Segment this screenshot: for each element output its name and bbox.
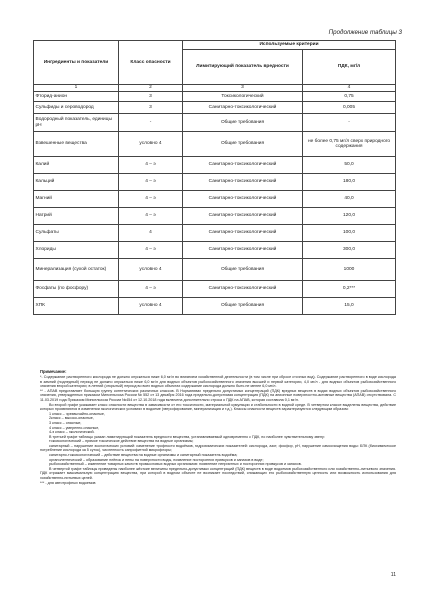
class-cell: 4 – э <box>119 191 183 208</box>
class-cell: - <box>119 114 183 132</box>
ingredient-cell: Фосфаты (по фосфору) <box>34 281 119 298</box>
column-number: 1 <box>34 85 119 92</box>
note-paragraph: ** - АПАВ представляет большую группу синтетических различных классов. В Нормативах предельно допустимых концентраций (ПДК) вредных веществ в водах водных объектов рыбохозяйственного значения, утвержденных приказом Минсельхоза России № 552 от 13 декабря 2016 года предельно-допустимая концентрация (ПДК) на анионные поверхностно-активные вещества (АПАВ) отсутствовала. С 11.03.2019 года Приказом Минсельхоза России №454 от 12.10.2018 года включена дополнительно строка о ПДК на АПАВ, которая составила 0,1 мг/л. <box>40 388 396 402</box>
table-row <box>34 259 396 281</box>
class-item: 1 класс – чрезвычайно-опасные, <box>49 411 106 416</box>
header-ingredient: Ингредиенты и показатели <box>34 41 119 85</box>
ingredient-cell: Водородный показатель, единицы pH <box>34 114 119 132</box>
column-number: 3 <box>183 85 303 92</box>
continuation-caption: Продолжение таблицы 3 <box>328 29 402 36</box>
header-limit: Лимитирующий показатель вредности <box>183 50 303 85</box>
pdk-cell: не более 0,75 мг/л сверх природного содержания <box>303 132 396 157</box>
ingredient-cell: Взвешенные вещества <box>34 132 119 157</box>
note-paragraph: *- Содержание растворенного кислорода не должно опускаться ниже 6,0 мг/л во влиянием хозяйственной деятельности (в том числе при сбросе сточных вод). Содержание растворенного в воде кислорода в зимний (подледный) период не должно опускаться ниже 6,0 мг/л для водных объектов рыбохозяйственного значения высшей и первой категории, 4,0 мг/л - для водных объектов рыбохозяйственного значения второй категории; в летний (открытый) период во всех водных объектах содержание кислорода должно быть не менее 6,0 мг/л. <box>40 374 396 389</box>
pdk-cell: 0,005 <box>303 102 396 114</box>
ingredient-cell: Сульфаты <box>34 225 119 242</box>
ingredient-cell: ХПК <box>34 298 119 315</box>
pdk-cell: 100,0 <box>303 225 396 242</box>
table-row <box>34 174 396 191</box>
ingredient-cell: Сульфиды и сероводород <box>34 102 119 114</box>
note-paragraph: токсикологический – прямое токсическое действие вещества на водные организмы; <box>49 439 194 444</box>
ingredient-cell: Кальций <box>34 174 119 191</box>
criteria-table <box>33 40 396 315</box>
note-paragraph: санитарно-токсикологический – действие вещества на водные организмы и санитарный показатель водоёма; <box>49 453 238 458</box>
class-item: 4 класс – умеренно-опасные, <box>49 425 100 430</box>
table-row <box>34 157 396 174</box>
table-row <box>34 242 396 259</box>
limit-cell: Общие требования <box>183 298 303 315</box>
limit-cell: Токсикологический <box>183 92 303 102</box>
pdk-cell: 180,0 <box>303 174 396 191</box>
header-class: Класс опасности <box>119 41 183 85</box>
note-paragraph: Во второй графе указывает класс опасности вещества в зависимости от его токсичности, материальной кумуляции и стабильности в водной среде. В четвертом классе выделены вещества, действие которых проявляются в изменении экологических условиях в водоеме (эвтрофирование, минерализация и т.д.). Классы опасности веществ характеризуются следующим образом: <box>40 402 396 412</box>
pdk-cell: 120,0 <box>303 208 396 225</box>
notes-title: Примечание: <box>40 369 67 374</box>
pdk-cell: 15,0 <box>303 298 396 315</box>
note-paragraph: В четвертой графе таблицы приведены наиболее жёсткие величины предельно-допустимых концентраций (ПДК) веществ в воде водоемов рыбохозяйственного или хозяйственно–питьевого значения. ПДК отражает максимальную концентрацию вещества, при которой в водном объекте не возникает последствий, снижающих его рыбохозяйственную ценность или возможность использования для хозяйственно-питьевых целей. <box>40 466 396 481</box>
limit-cell: Общие требования <box>183 114 303 132</box>
class-cell: 4 – э <box>119 174 183 191</box>
class-cell: 3 <box>119 102 183 114</box>
note-paragraph: *** - для автотрофных водоемов <box>40 480 96 485</box>
ingredient-cell: Хлориды <box>34 242 119 259</box>
limit-cell: Санитарно-токсикологический <box>183 208 303 225</box>
class-cell: условно 4 <box>119 259 183 281</box>
class-cell: 4 <box>119 225 183 242</box>
class-cell: 4 – э <box>119 281 183 298</box>
table-row <box>34 92 396 102</box>
pdk-cell: 300,0 <box>303 242 396 259</box>
table-row <box>34 208 396 225</box>
pdk-cell: 0,75 <box>303 92 396 102</box>
table-row <box>34 298 396 315</box>
ingredient-cell: Магний <box>34 191 119 208</box>
class-cell: 3 <box>119 92 183 102</box>
header-pdk: ПДК, мг/л <box>303 50 396 85</box>
ingredient-cell: Натрий <box>34 208 119 225</box>
limit-cell: Общие требования <box>183 132 303 157</box>
pdk-cell: 40,0 <box>303 191 396 208</box>
class-cell: 4 – э <box>119 242 183 259</box>
header-criteria: Используемые критерии <box>183 41 396 50</box>
limit-cell: Санитарно-токсикологический <box>183 157 303 174</box>
limit-cell: Санитарно-токсикологический <box>183 281 303 298</box>
note-paragraph: В третьей графе таблицы указан лимитирующий показатель вредности вещества, устанавливаемый одновременно с ПДК, по наиболее чувствительному звену: <box>49 434 325 439</box>
pdk-cell: 0,2*** <box>303 281 396 298</box>
ingredient-cell: Фторид-анион <box>34 92 119 102</box>
table-row <box>34 114 396 132</box>
column-number: 4 <box>303 85 396 92</box>
class-cell: 4 – э <box>119 157 183 174</box>
class-item: 3 класс – опасные, <box>49 420 82 425</box>
limit-cell: Санитарно-токсикологический <box>183 225 303 242</box>
pdk-cell: 50,0 <box>303 157 396 174</box>
class-item: 2класс – высоко-опасные, <box>49 416 94 421</box>
note-paragraph: санитарный – нарушение экологических условий: изменение трофности водоёмов, гидрохимических показателей: кислорода, азот, фосфор, pH, нарушение самоочищения воды: БПК (биохимическое потребление кислорода за 5 суток), численность сапрофитной микрофлоры; <box>40 443 396 453</box>
limit-cell: Санитарно-токсикологический <box>183 174 303 191</box>
ingredient-cell: Минерализация (сухой остаток) <box>34 259 119 281</box>
pdk-cell: - <box>303 114 396 132</box>
note-paragraph: органолептический – образование плёнок и пены на поверхности воды, появление посторонних привкусов и запахов в воде; <box>49 457 264 462</box>
pdk-cell: 1000 <box>303 259 396 281</box>
column-number: 2 <box>119 85 183 92</box>
limit-cell: Санитарно-токсикологический <box>183 102 303 114</box>
page-number: 11 <box>390 572 396 578</box>
class-cell: условно 4 <box>119 132 183 157</box>
limit-cell: Санитарно-токсикологический <box>183 242 303 259</box>
class-item: 4-э класс – экологический. <box>49 430 95 435</box>
table-row <box>34 191 396 208</box>
class-cell: условно 4 <box>119 298 183 315</box>
notes-section <box>40 370 396 485</box>
table-row <box>34 102 396 114</box>
table-row <box>34 225 396 242</box>
table-row <box>34 281 396 298</box>
class-cell: 4 – э <box>119 208 183 225</box>
table-row <box>34 132 396 157</box>
limit-cell: Общие требования <box>183 259 303 281</box>
note-paragraph: рыбохозяйственный – изменение товарных качеств промысловых водных организмов: появление неприятных и посторонних привкусов и запахов. <box>49 462 302 467</box>
ingredient-cell: Калий <box>34 157 119 174</box>
limit-cell: Санитарно-токсикологический <box>183 191 303 208</box>
